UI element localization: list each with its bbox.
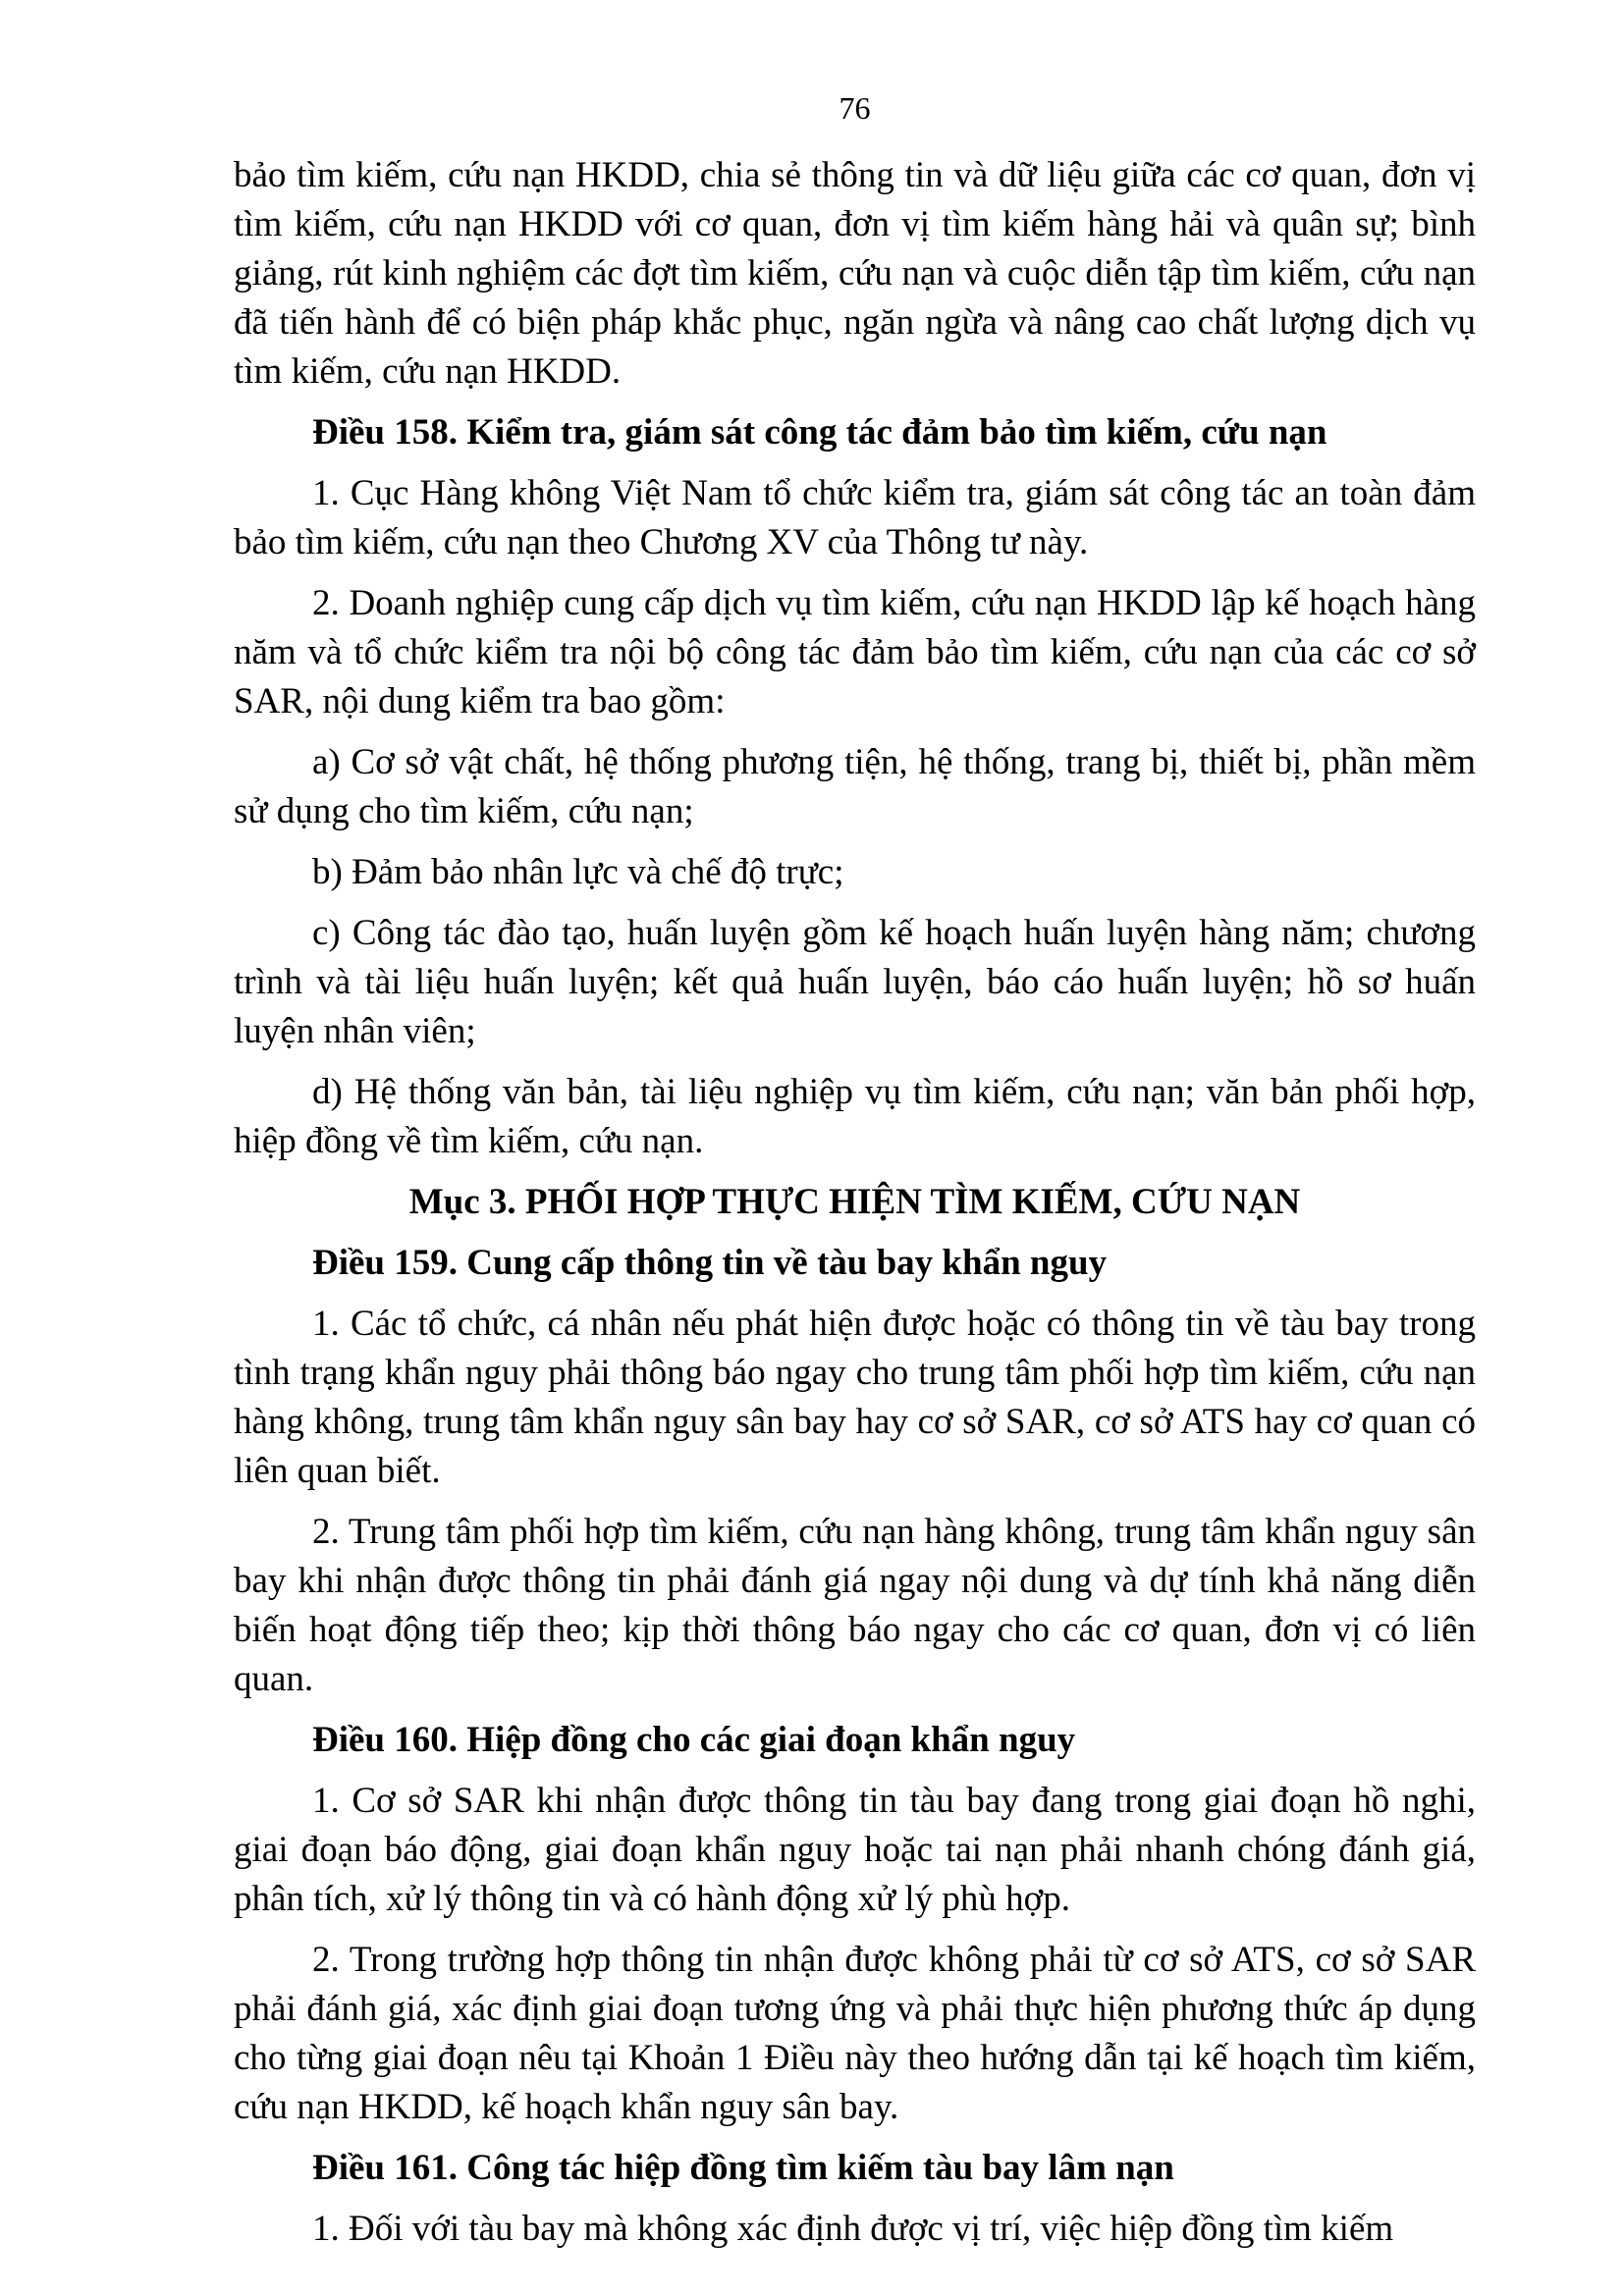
- page-number: 76: [839, 90, 871, 126]
- paragraph: 1. Đối với tàu bay mà không xác định được vị trí, việc hiệp đồng tìm kiếm: [312, 2209, 1394, 2249]
- paragraph: c) Công tác đào tạo, huấn luyện gồm kế hoạch huấn luyện hàng năm; chương trình và tài liệu huấn luyện; kết quả huấn luyện, báo cáo huấn luyện; hồ sơ huấn luyện nhân viên;: [234, 913, 1476, 1051]
- document-page: [234, 88, 1476, 2266]
- article-heading: Điều 160. Hiệp đồng cho các giai đoạn khẩn nguy: [312, 1720, 1076, 1760]
- article-heading: Điều 159. Cung cấp thông tin về tàu bay khẩn nguy: [312, 1243, 1108, 1283]
- paragraph: 2. Trung tâm phối hợp tìm kiếm, cứu nạn hàng không, trung tâm khẩn nguy sân bay khi nhận được thông tin phải đánh giá ngay nội dung và dự tính khả năng diễn biến hoạt động tiếp theo; kịp thời thông báo ngay cho các cơ quan, đơn vị có liên quan.: [234, 1512, 1476, 1699]
- paragraph: 2. Doanh nghiệp cung cấp dịch vụ tìm kiếm, cứu nạn HKDD lập kế hoạch hàng năm và tổ chức kiểm tra nội bộ công tác đảm bảo tìm kiếm, cứu nạn của các cơ sở SAR, nội dung kiểm tra bao gồm:: [234, 583, 1476, 721]
- paragraph: 1. Các tổ chức, cá nhân nếu phát hiện được hoặc có thông tin về tàu bay trong tình trạng khẩn nguy phải thông báo ngay cho trung tâm phối hợp tìm kiếm, cứu nạn hàng không, trung tâm khẩn nguy sân bay hay cơ sở SAR, cơ sở ATS hay cơ quan có liên quan biết.: [234, 1304, 1476, 1491]
- paragraph: d) Hệ thống văn bản, tài liệu nghiệp vụ tìm kiếm, cứu nạn; văn bản phối hợp, hiệp đồng về tìm kiếm, cứu nạn.: [234, 1072, 1476, 1161]
- article-heading: Điều 161. Công tác hiệp đồng tìm kiếm tàu bay lâm nạn: [312, 2148, 1174, 2188]
- paragraph: 1. Cơ sở SAR khi nhận được thông tin tàu bay đang trong giai đoạn hồ nghi, giai đoạn báo động, giai đoạn khẩn nguy hoặc tai nạn phải nhanh chóng đánh giá, phân tích, xử lý thông tin và có hành động xử lý phù hợp.: [234, 1781, 1476, 1919]
- paragraph: 1. Cục Hàng không Việt Nam tổ chức kiểm tra, giám sát công tác an toàn đảm bảo tìm kiếm, cứu nạn theo Chương XV của Thông tư này.: [234, 473, 1476, 562]
- section-heading: Mục 3. PHỐI HỢP THỰC HIỆN TÌM KIẾM, CỨU NẠN: [408, 1182, 1301, 1222]
- paragraph: 2. Trong trường hợp thông tin nhận được không phải từ cơ sở ATS, cơ sở SAR phải đánh giá, xác định giai đoạn tương ứng và phải thực hiện phương thức áp dụng cho từng giai đoạn nêu tại Khoản 1 Điều này theo hướng dẫn tại kế hoạch tìm kiếm, cứu nạn HKDD, kế hoạch khẩn nguy sân bay.: [234, 1940, 1476, 2127]
- paragraph: b) Đảm bảo nhân lực và chế độ trực;: [312, 852, 844, 892]
- article-heading: Điều 158. Kiểm tra, giám sát công tác đảm bảo tìm kiếm, cứu nạn: [312, 412, 1327, 453]
- paragraph: a) Cơ sở vật chất, hệ thống phương tiện, hệ thống, trang bị, thiết bị, phần mềm sử dụng cho tìm kiếm, cứu nạn;: [234, 742, 1476, 831]
- paragraph: bảo tìm kiếm, cứu nạn HKDD, chia sẻ thông tin và dữ liệu giữa các cơ quan, đơn vị tìm kiếm, cứu nạn HKDD với cơ quan, đơn vị tìm kiếm hàng hải và quân sự; bình giảng, rút kinh nghiệm các đợt tìm kiếm, cứu nạn và cuộc diễn tập tìm kiếm, cứu nạn đã tiến hành để có biện pháp khắc phục, ngăn ngừa và nâng cao chất lượng dịch vụ tìm kiếm, cứu nạn HKDD.: [234, 155, 1476, 392]
